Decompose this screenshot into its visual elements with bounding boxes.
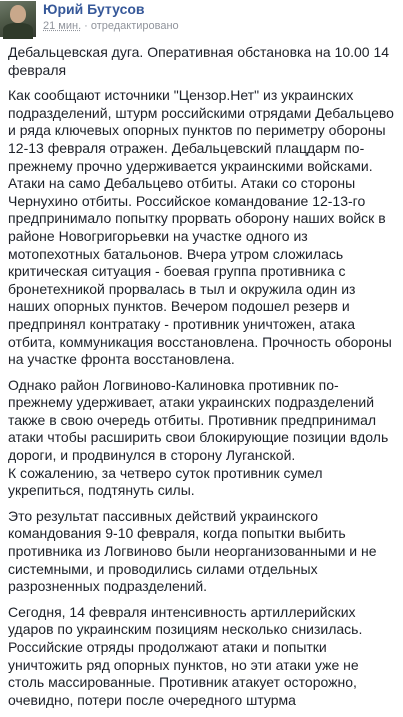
avatar-body-shape bbox=[3, 23, 33, 39]
post-paragraph: Однако район Логвиново-Калиновка противник по-прежнему удерживает, атаки украинских подразделений также в свою очередь отбиты. Противник предпринимал атаки чтобы расширить свои блокирующие позиции вдоль дороги, и продвинулся в сторону Луганской. bbox=[8, 376, 389, 464]
edited-label[interactable]: отредактировано bbox=[90, 20, 179, 32]
author-avatar[interactable] bbox=[0, 1, 36, 37]
post-paragraph: Сегодня, 14 февраля интенсивность артиллерийских ударов по украинским позициям несколько снизилась. Российские отряды продолжают атаки и попытки уничтожить ряд опорных пунктов, но эти атаки уже не столь массированные. Противник атакует осторожно, очевидно, потери после очередного штурма bbox=[8, 603, 363, 708]
meta-separator: · bbox=[84, 20, 88, 32]
post-paragraph: Как сообщают источники "Цензор.Нет" из украинских подразделений, штурм российскими отрядами Дебальцево и ряда ключевых опорных пунктов по периметру обороны 12-13 февраля отражен. Дебальцевский плацдарм по-прежнему прочно удерживается украинскими войсками. Атаки на само Дебальцево отбиты. Атаки со стороны Чернухино отбиты. Российское командование 12-13-го предпринимало попытку прорвать оборону наших войск в районе Новогригорьевки на участке одного из мотопехотных батальонов. Вчера утром сложилась критическая ситуация - боевая группа противника с бронетехникой прорвалась в тыл и окружила один из наших опорных пунктов. Вечером подошел резерв и предпринял контратаку - противник уничтожен, атака отбита, коммуникация восстановлена. Прочность обороны на участке фронта восстановлена. bbox=[8, 87, 394, 368]
author-name-link[interactable]: Юрий Бутусов bbox=[43, 1, 145, 17]
post-meta bbox=[43, 20, 179, 32]
post-body bbox=[8, 44, 398, 717]
avatar-head-shape bbox=[10, 5, 26, 23]
post-paragraph-title: Дебальцевская дуга. Оперативная обстановка на 10.00 14 февраля bbox=[8, 44, 390, 78]
post-timestamp-link[interactable]: 21 мин. bbox=[43, 20, 82, 32]
post-paragraph: Это результат пассивных действий украинского командования 9-10 февраля, когда попытки выбить противника из Логвиново были неорганизованными и не системными, и проводились силами отдельных разрозненных подразделений. bbox=[8, 507, 377, 595]
post-header bbox=[0, 0, 403, 38]
post-paragraph: К сожалению, за четверо суток противник сумел укрепиться, подтянуть силы. bbox=[8, 464, 323, 499]
